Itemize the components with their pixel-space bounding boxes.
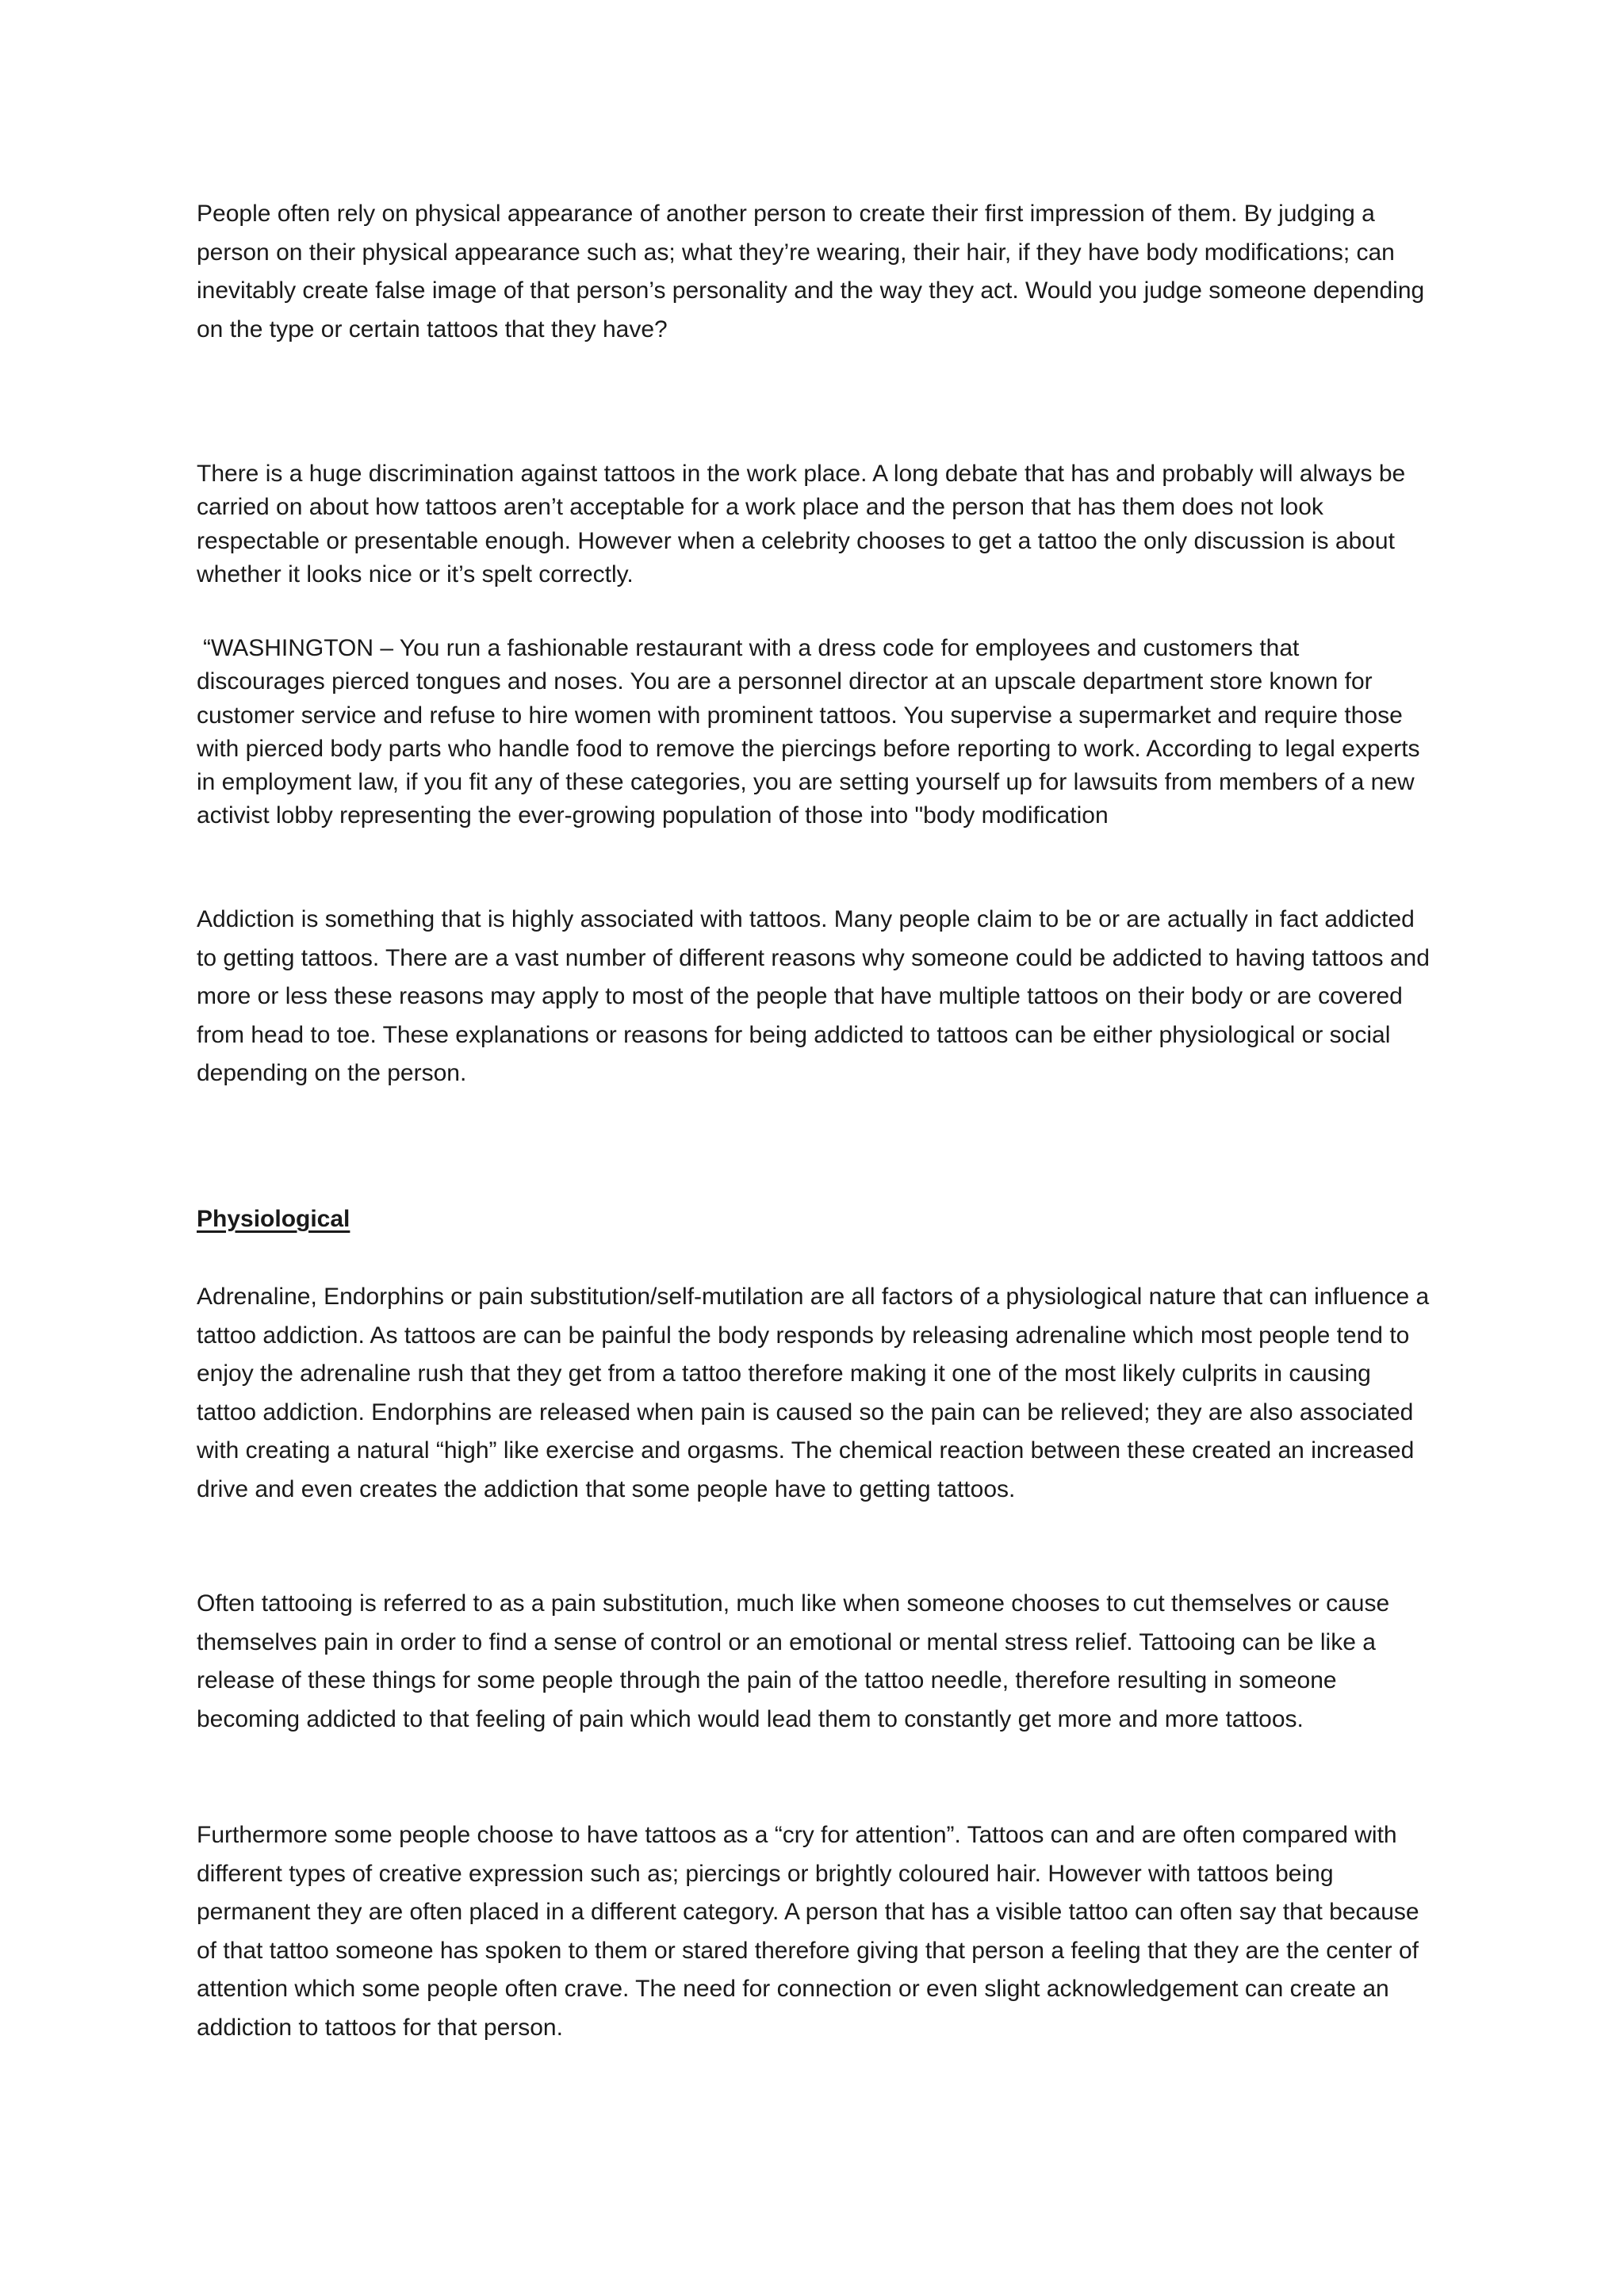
discrimination-paragraph: There is a huge discrimination against tattoos in the work place. A long debate that has and probably will always be carried on about how tattoos aren’t acceptable for a work place and the person that has them does not look respectable or presentable enough. However when a celebrity chooses to get a tattoo the only discussion is about whether it looks nice or it’s spelt correctly. (197, 461, 1406, 587)
attention-paragraph: Furthermore some people choose to have tattoos as a “cry for attention”. Tattoos can and are often compared with different types of creative expression such as; piercings or brightly coloured hair. However with tattoos being permanent they are often placed in a different category. A person that has a visible tattoo can often say that because of that tattoo someone has spoken to them or stared therefore giving that person a feeling that they are the center of attention which some people often crave. The need for connection or even slight acknowledgement can create an addiction to tattoos for that person. (197, 1822, 1419, 2041)
washington-quote-paragraph: “WASHINGTON – You run a fashionable restaurant with a dress code for employees and customers that discourages pierced tongues and noses. You are a personnel director at an upscale department store known for customer service and refuse to hire women with prominent tattoos. You supervise a supermarket and require those with pierced body parts who handle food to remove the piercings before reporting to work. According to legal experts in employment law, if you fit any of these categories, you are setting yourself up for lawsuits from members of a new activist lobby representing the ever-growing population of those into "body modification (197, 635, 1420, 829)
pain-substitution-paragraph: Often tattooing is referred to as a pain substitution, much like when someone chooses to cut themselves or cause themselves pain in order to find a sense of control or an emotional or mental stress relief. Tattooing can be like a release of these things for some people through the pain of the tattoo needle, therefore resulting in someone becoming addicted to that feeling of pain which would lead them to constantly get more and more tattoos. (197, 1590, 1390, 1732)
intro-paragraph: People often rely on physical appearance of another person to create their first impression of them. By judging a person on their physical appearance such as; what they’re wearing, their hair, if they have body modifications; can inevitably create false image of that person’s personality and the way they act. Would you judge someone depending on the type or certain tattoos that they have? (197, 201, 1425, 342)
adrenaline-paragraph: Adrenaline, Endorphins or pain substitution/self-mutilation are all factors of a physiological nature that can influence a tattoo addiction. As tattoos are can be painful the body responds by releasing adrenaline which most people tend to enjoy the adrenaline rush that they get from a tattoo therefore making it one of the most likely culprits in causing tattoo addiction. Endorphins are released when pain is caused so the pain can be relieved; they are also associated with creating a natural “high” like exercise and orgasms. The chemical reaction between these created an increased drive and even creates the addiction that some people have to getting tattoos. (197, 1284, 1430, 1502)
physiological-heading: Physiological (197, 1206, 350, 1232)
addiction-paragraph: Addiction is something that is highly associated with tattoos. Many people claim to be or are actually in fact addicted to getting tattoos. There are a vast number of different reasons why someone could be addicted to having tattoos and more or less these reasons may apply to most of the people that have multiple tattoos on their body or are covered from head to toe. These explanations or reasons for being addicted to tattoos can be either physiological or social depending on the person. (197, 906, 1430, 1086)
